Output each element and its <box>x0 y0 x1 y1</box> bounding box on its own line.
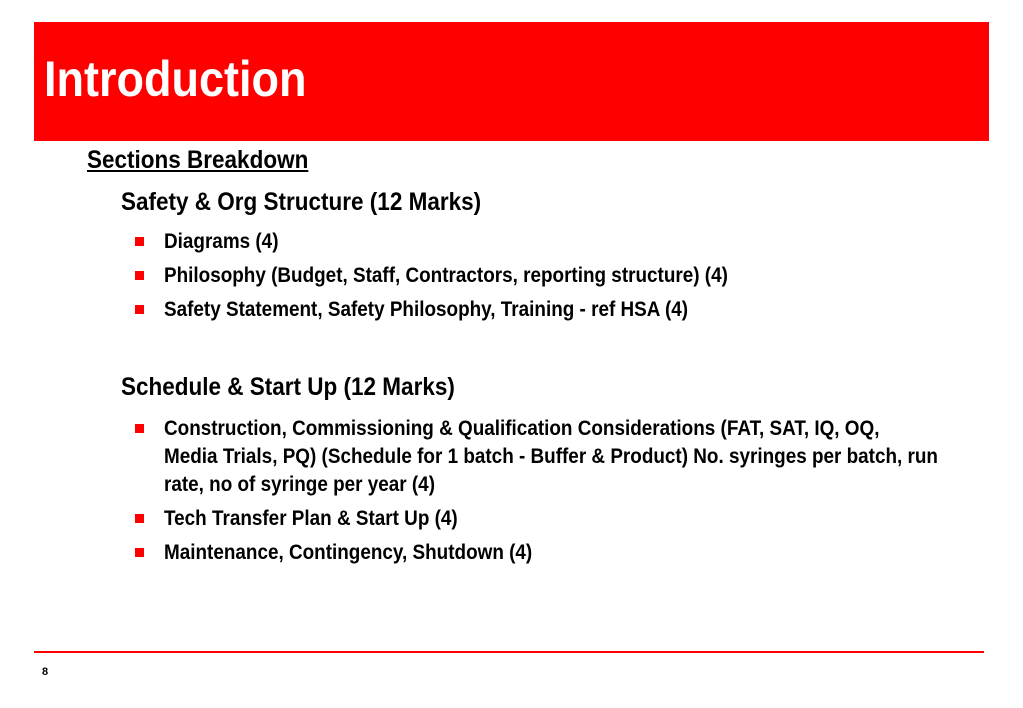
square-bullet-icon <box>135 271 144 280</box>
square-bullet-icon <box>135 548 144 557</box>
square-bullet-icon <box>135 514 144 523</box>
section-title-schedule: Schedule & Start Up (12 Marks) <box>121 373 455 401</box>
square-bullet-icon <box>135 305 144 314</box>
page-number: 8 <box>42 666 49 678</box>
section-title-safety: Safety & Org Structure (12 Marks) <box>121 188 482 216</box>
footer-divider <box>34 651 984 653</box>
list-item: Maintenance, Contingency, Shutdown (4) <box>133 539 1013 567</box>
list-item: Construction, Commissioning & Qualification Considerations (FAT, SAT, IQ, OQ, Media Trials, PQ) (Schedule for 1 batch - Buffer & Product) No. syringes per batch, run rate, no of syringe per year (4) <box>133 415 1013 499</box>
bullet-list-schedule <box>133 415 1013 573</box>
list-item: Diagrams (4) <box>133 228 1013 256</box>
list-item: Philosophy (Budget, Staff, Contractors, reporting structure) (4) <box>133 262 1013 290</box>
bullet-list-safety <box>133 228 1013 330</box>
square-bullet-icon <box>135 424 144 433</box>
square-bullet-icon <box>135 237 144 246</box>
list-item: Tech Transfer Plan & Start Up (4) <box>133 505 1013 533</box>
sections-heading: Sections Breakdown <box>87 146 309 174</box>
slide-title: Introduction <box>44 51 307 107</box>
list-item: Safety Statement, Safety Philosophy, Training - ref HSA (4) <box>133 296 1013 324</box>
